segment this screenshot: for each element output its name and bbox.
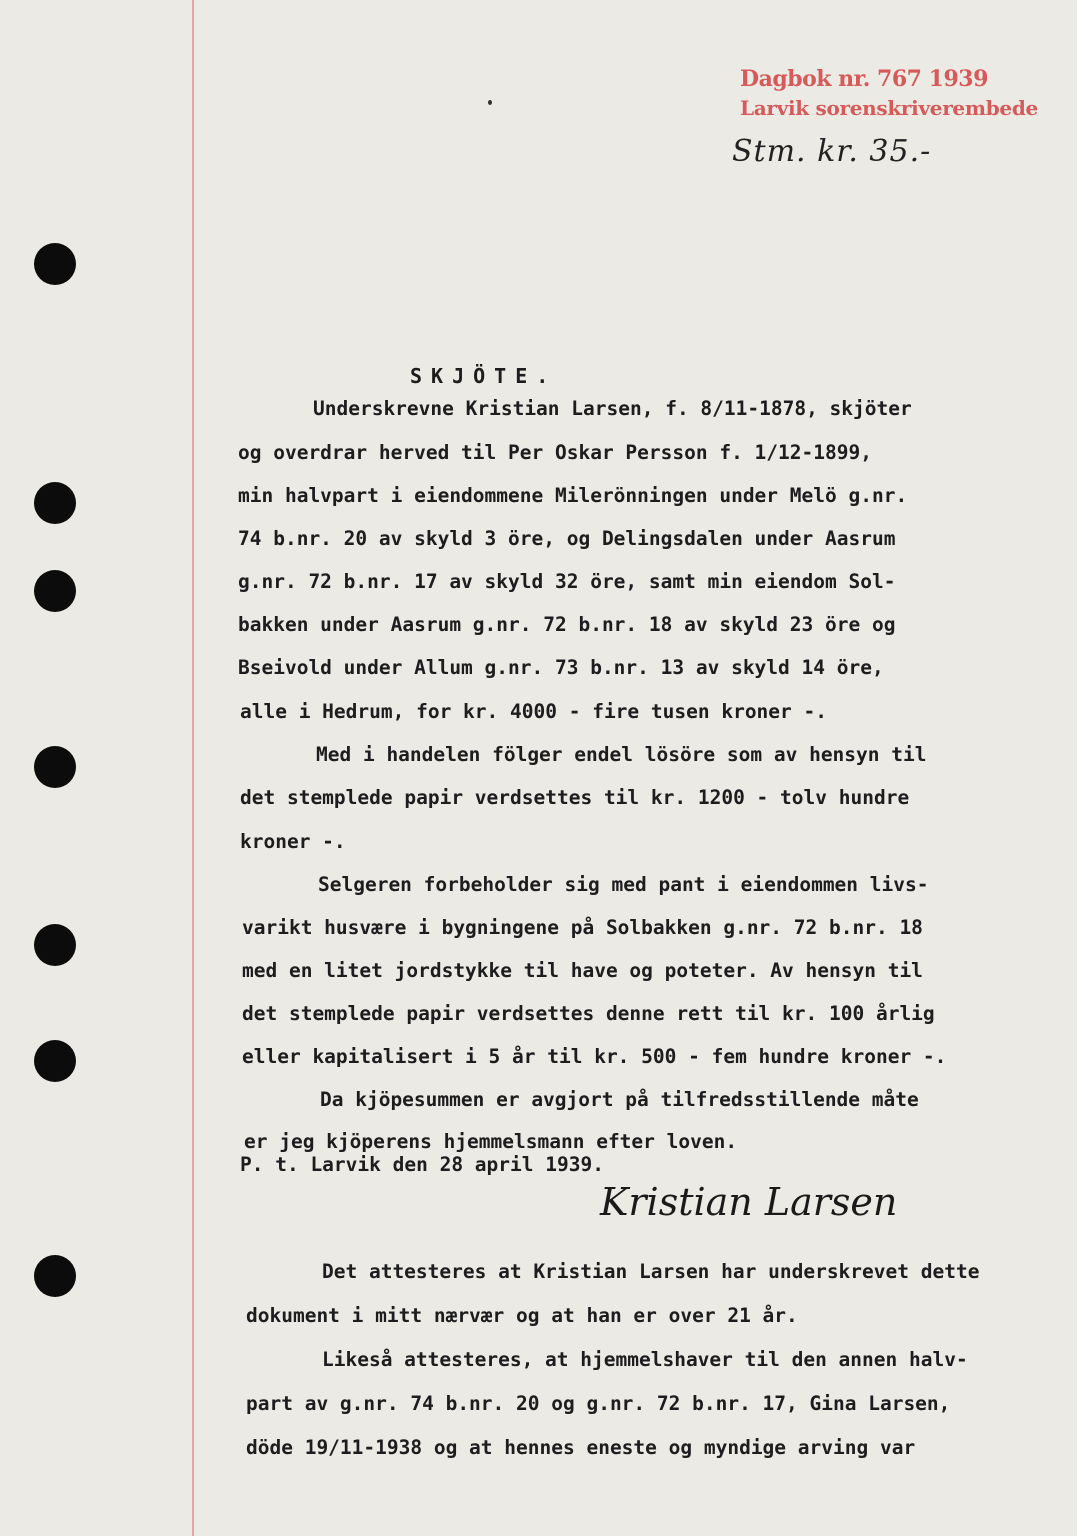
punch-hole-icon xyxy=(34,924,76,966)
attest-line: Likeså attesteres, at hjemmelshaver til den annen halv- xyxy=(322,1348,968,1371)
body-line: Bseivold under Allum g.nr. 73 b.nr. 13 av skyld 14 öre, xyxy=(238,656,884,679)
body-line: er jeg kjöperens hjemmelsmann efter loven. xyxy=(244,1130,738,1153)
fee-note: Stm. kr. 35.- xyxy=(732,134,932,169)
body-line: Med i handelen fölger endel lösöre som av hensyn til xyxy=(316,743,927,766)
diary-stamp-line2: Larvik sorenskriverembede xyxy=(740,96,1038,120)
body-line: 74 b.nr. 20 av skyld 3 öre, og Delingsdalen under Aasrum xyxy=(238,527,896,550)
body-line: min halvpart i eiendommene Milerönningen under Melö g.nr. xyxy=(238,484,908,507)
punch-hole-icon xyxy=(34,570,76,612)
body-line: det stemplede papir verdsettes til kr. 1200 - tolv hundre xyxy=(240,786,910,809)
punch-hole-icon xyxy=(34,243,76,285)
punch-hole-icon xyxy=(34,1040,76,1082)
attest-line: dokument i mitt nærvær og at han er over 21 år. xyxy=(246,1304,798,1327)
body-line: eller kapitalisert i 5 år til kr. 500 - fem hundre kroner -. xyxy=(242,1045,947,1068)
body-line: og overdrar herved til Per Oskar Persson f. 1/12-1899, xyxy=(238,441,872,464)
ink-dot xyxy=(488,100,492,105)
attest-line: Det attesteres at Kristian Larsen har underskrevet dette xyxy=(322,1260,980,1283)
body-line: varikt husvære i bygningene på Solbakken g.nr. 72 b.nr. 18 xyxy=(242,916,923,939)
punch-hole-icon xyxy=(34,1255,76,1297)
body-line: g.nr. 72 b.nr. 17 av skyld 32 öre, samt min eiendom Sol- xyxy=(238,570,896,593)
body-line: Underskrevne Kristian Larsen, f. 8/11-1878, skjöter xyxy=(313,397,912,420)
date-place-line: P. t. Larvik den 28 april 1939. xyxy=(240,1153,604,1176)
body-line: med en litet jordstykke til have og poteter. Av hensyn til xyxy=(242,959,923,982)
body-line: det stemplede papir verdsettes denne rett til kr. 100 årlig xyxy=(242,1002,935,1025)
body-line: bakken under Aasrum g.nr. 72 b.nr. 18 av skyld 23 öre og xyxy=(238,613,896,636)
body-line: kroner -. xyxy=(240,830,346,853)
attest-line: part av g.nr. 74 b.nr. 20 og g.nr. 72 b.nr. 17, Gina Larsen, xyxy=(246,1392,951,1415)
margin-line xyxy=(192,0,194,1536)
body-line: Da kjöpesummen er avgjort på tilfredsstillende måte xyxy=(320,1088,919,1111)
body-line: alle i Hedrum, for kr. 4000 - fire tusen kroner -. xyxy=(240,700,827,723)
punch-hole-icon xyxy=(34,482,76,524)
punch-hole-icon xyxy=(34,746,76,788)
handwritten-signature: Kristian Larsen xyxy=(600,1180,898,1224)
document-title: SKJÖTE. xyxy=(410,364,558,388)
body-line: Selgeren forbeholder sig med pant i eiendommen livs- xyxy=(318,873,929,896)
attest-line: döde 19/11-1938 og at hennes eneste og myndige arving var xyxy=(246,1436,916,1459)
diary-stamp-line1: Dagbok nr. 767 1939 xyxy=(740,66,988,92)
